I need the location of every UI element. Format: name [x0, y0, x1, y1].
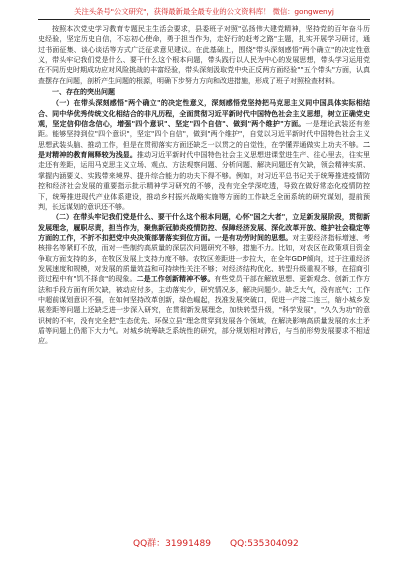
item-2-text-a: 对主要经济指标增速、考核排名等紧盯不放，而对一些制约高质量的深层次问题研究不够，措施不力。比如，对农区在政策项目资金争取方面支持的多，在牧区发展上支持力度不够。农牧区差距进一步拉大，在全年GDP倾向，过于注重经济发展速度和规模，对发展的质量效益和可持续性关注不够；对经济结构优化、转型升级重视不够，在招商引资过程中有"饥不择食"的现象。 — [38, 233, 371, 284]
item-1-paragraph — [38, 98, 370, 212]
intro-paragraph: 按照本次党史学习教育专题民主生活会要求，县委班子对照"弘扬伟大建党精神，坚持党的百年奋斗历史经验，坚定历史自信，不忘初心使命，勇于担当作为，走好行的赶考之路"主题，扎实开展学习研讨，通过书面征集、谈心谈话等方式广泛征求意见建议。在此基础上，围绕"带头深刻感悟"两个确立"的决定性意义，带头牢记我们党是什么、要干什么这个根本问题，带头践行以人民为中心的发展思想，带头学习运用党在不同历史时期成功应对风险挑战的丰富经验，带头深刻汲取党中央正反两方面经验""五个带头"方面，认真查摆存在问题，剖析产生问题的根源，明确下步努力方向和改进措施，形成了班子对照检查材料。 — [38, 25, 370, 85]
item-2-text-b: 有些党员干部在解放思想、更新观念、创新工作方法和手段方面有所欠缺，被动应付多，主动落实少，研究情况多，解决问题少。缺乏大气，没有底气；工作中超前谋划意识不强，在如何坚持改革创新，绿色崛起，找准发展突破口，促进一产接二连三，缩小城乡发展差距等问题上还缺乏进一步深入研究，在贯彻新发展理念，加快转型升级，"科学发展"，"久久为功"的意识树的不牢，没有完全把"生态优先、环保立县"理念贯穿到发展各个领域，在解决影响高质量发展的水土矛盾等问题上仍需下大力气。对城乡统筹缺乏系统性的研究，部分规划相对滞后，与当前形势发展要求不相适应。 — [38, 275, 371, 346]
item-2-title: （二）在带头牢记我们党是什么、要干什么这个根本问题，心怀"国之大者"，立足新发展阶段，贯彻新发展理念，履职尽责，担当作为，聚焦新冠肺炎疫情防控、保障经济发展、深化改革开放、维护社会稳定等方面的工作，不折不扣把党中央决策部署落实到位方面。 — [38, 213, 370, 242]
item-1-subtitle: 二是对精神的教育阐释较为浅显。 — [38, 140, 370, 160]
item-1-text-b: 推动习近平新时代中国特色社会主义思想进课堂进生产、往心里去，往实里走还有差距，运用马克思主义立场、观点、方法观察问题、分析问题、解决问题还有欠缺，领会精神实质、掌握内涵要义、实践带来境界、提升综合能力的功夫下得不够。例如，对习近平总书记关于统筹推进疫情防控和经济社会发展的重要指示批示精神学习研究的不够，没有完全学深吃透，导致在做好常态化疫情防控下，统筹推进现代产业体系建设，推动乡村振兴战略实施等方面的工作缺乏全面系统的研究谋划，提前预判，长远谋划的意识还不够。 — [38, 151, 371, 211]
qq-number-text: QQ:535304092 — [230, 539, 299, 549]
item-1-title: （一）在带头深刻感悟"两个确立"的决定性意义，深刻感悟党坚持把马克思主义同中国具体实际相结合、同中华优秀传统文化相结合的非凡历程，全面贯彻习近平新时代中国特色社会主义思想，树立正确党史观，坚定信仰信念信心，增强"四个意识"、坚定"四个自信"、做到"两个维护"方面。 — [38, 99, 370, 129]
section-1-heading: 一、存在的突出问题 — [52, 88, 115, 97]
qq-group-text: QQ群：31991489 — [133, 539, 211, 549]
header-banner: 关注头条号"公文研究"，获得最新最全最专业的公文资料库！ 微信：gongwenyj — [74, 7, 334, 16]
item-1-text-a: 一是理论武装还有差距。能够坚持到位"四个意识"，坚定"四个自信"，做到"两个维护"，自觉以习近平新时代中国特色社会主义思想武装头脑、推动工作，但是在贯彻落实方面还缺乏一以贯之的自觉性，在学懂弄通做实上功夫不够。 — [38, 120, 371, 149]
item-2-paragraph — [38, 212, 370, 346]
item-2-subtitle-b: 二是工作创新精神不够。 — [136, 275, 215, 284]
document-body — [38, 24, 370, 347]
header-divider — [38, 19, 370, 20]
item-2-subtitle-a: 一是有功劳时间的思想。 — [214, 233, 293, 242]
